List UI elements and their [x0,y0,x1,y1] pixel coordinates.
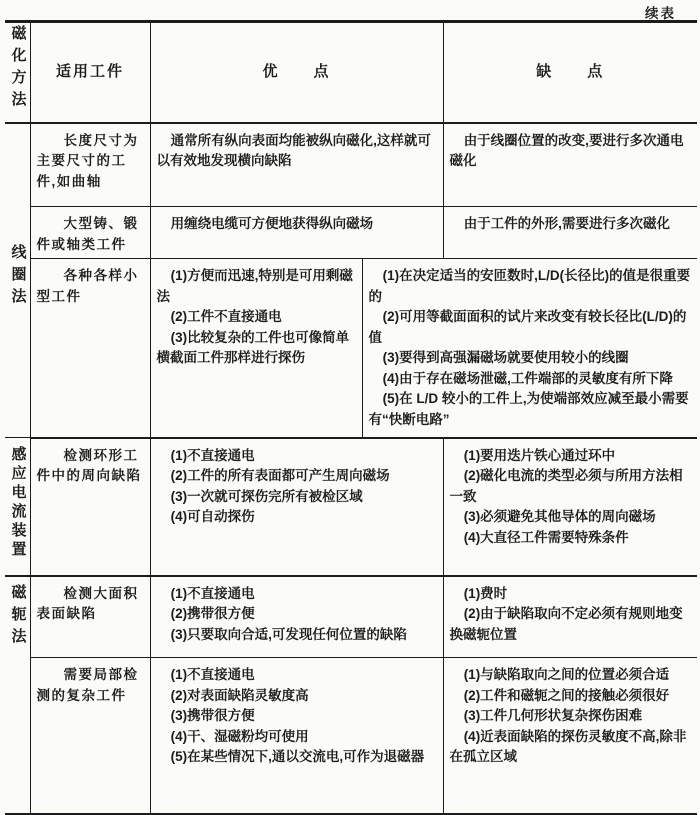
cons-item: 由于线圈位置的改变,要进行多次通电磁化 [449,132,684,168]
pros-item: (2)携带很方便 [170,606,255,621]
table-row [5,123,697,207]
pros-cell [150,658,443,814]
cons-item: (4)近表面缺陷的探伤灵敏度不高,除非在孤立区域 [449,728,687,764]
header-method-label: 磁化方法 [9,25,27,113]
pros-item: (2)工件的所有表面都可产生周向磁场 [170,468,390,483]
pros-item: (1)不直接通电 [170,585,255,601]
cons-item: (3)必须避免其他导体的周向磁场 [463,509,656,524]
workpiece-cell [30,259,150,438]
cons-item: (3)工件几何形状复杂探伤困难 [463,708,643,723]
pros-item: (1)不直接通电 [170,447,255,463]
pros-item: (4)干、湿磁粉均可使用 [170,728,309,744]
pros-item: (3)一次就可探伤完所有被检区域 [170,488,363,504]
method-label-coil: 线圈法 [9,244,27,310]
table-row [5,658,697,814]
pros-item: 用缠绕电缆可方便地获得纵向磁场 [170,216,374,231]
cons-item: (2)工件和磁轭之间的接触必须很好 [463,687,670,703]
cons-item: (4)由于存在磁场泄磁,工件端部的灵敏度有所下降 [382,370,673,386]
magnetization-methods-table [5,20,697,815]
workpiece-text: 检测环形工件中的周向缺陷 [36,447,142,483]
pros-item: (2)对表面缺陷灵敏度高 [170,687,309,703]
pros-item: (3)只要取向合适,可发现任何位置的缺陷 [170,626,407,642]
cons-cell [443,123,697,207]
cons-item: (1)费时 [463,585,508,601]
cons-item: (1)与缺陷取向之间的位置必须合适 [463,667,670,682]
table-row [5,259,697,438]
method-cell-yoke [5,576,30,814]
pros-item: (2)工件不直接通电 [170,309,282,324]
cons-item: (1)在决定适当的安匝数时,L/D(长径比)的值是很重要的 [368,268,691,304]
cons-cell [443,658,697,814]
cons-item: (2)可用等截面面积的试片来改变有较长径比(L/D)的值 [368,309,687,345]
workpiece-text: 检测大面积表面缺陷 [36,585,139,621]
cons-cell [443,207,697,259]
header-workpiece-cell: 适用工件 [30,22,150,123]
cons-item: (2)磁化电流的类型必须与所用方法相一致 [449,468,683,504]
workpiece-cell [30,123,150,207]
cons-item: (4)大直径工件需要特殊条件 [463,529,629,545]
method-cell-induced-current [5,438,30,576]
pros-item: (4)可自动探伤 [170,509,255,524]
table-header-row [5,22,697,123]
table-row [5,438,697,576]
cons-cell [443,438,697,576]
header-cons-cell: 缺 点 [443,22,697,123]
workpiece-cell [30,576,150,658]
continued-table-label: 续表 [645,6,676,21]
cons-item: (2)由于缺陷取向不定必须有规则地变换磁轭位置 [449,606,683,642]
method-label-yoke: 磁轭法 [9,583,27,650]
cons-cell [362,259,697,438]
cons-item: (5)在 L/D 较小的工件上,为使端部效应减至最小需要有“快断电路” [368,391,689,427]
pros-cell [150,576,443,658]
workpiece-text: 需要局部检测的复杂工件 [36,667,139,703]
pros-cell [150,207,443,259]
pros-item: (3)携带很方便 [170,708,255,723]
method-cell-coil [5,123,30,438]
cons-item: (3)要得到高强漏磁场就要使用较小的线圈 [382,350,629,365]
table-row [5,576,697,658]
pros-item: (3)比较复杂的工件也可像简单横截面工件那样进行探伤 [156,329,350,365]
table-row [5,207,697,259]
workpiece-text: 各种各样小型工件 [36,268,139,304]
cons-item: 由于工件的外形,需要进行多次磁化 [463,216,670,231]
workpiece-cell [30,658,150,814]
method-label-induced-current: 感应电流装置 [9,446,27,560]
pros-item: (1)方便而迅速,特别是可用剩磁法 [156,268,353,304]
header-method-cell [5,22,30,123]
workpiece-text: 长度尺寸为主要尺寸的工件,如曲轴 [36,132,139,189]
workpiece-cell [30,207,150,259]
pros-cell [150,123,443,207]
cons-item: (1)要用迭片铁心通过环中 [463,447,616,463]
workpiece-cell [30,438,150,576]
pros-item: (5)在某些情况下,通以交流电,可作为退磁器 [170,749,425,764]
header-pros-cell: 优 点 [150,22,443,123]
cons-cell [443,576,697,658]
pros-item: (1)不直接通电 [170,667,255,682]
pros-cell [150,259,362,438]
pros-cell [150,438,443,576]
workpiece-text: 大型铸、锻件或轴类工件 [36,216,139,252]
pros-item: 通常所有纵向表面均能被纵向磁化,这样就可以有效地发现横向缺陷 [156,132,431,168]
